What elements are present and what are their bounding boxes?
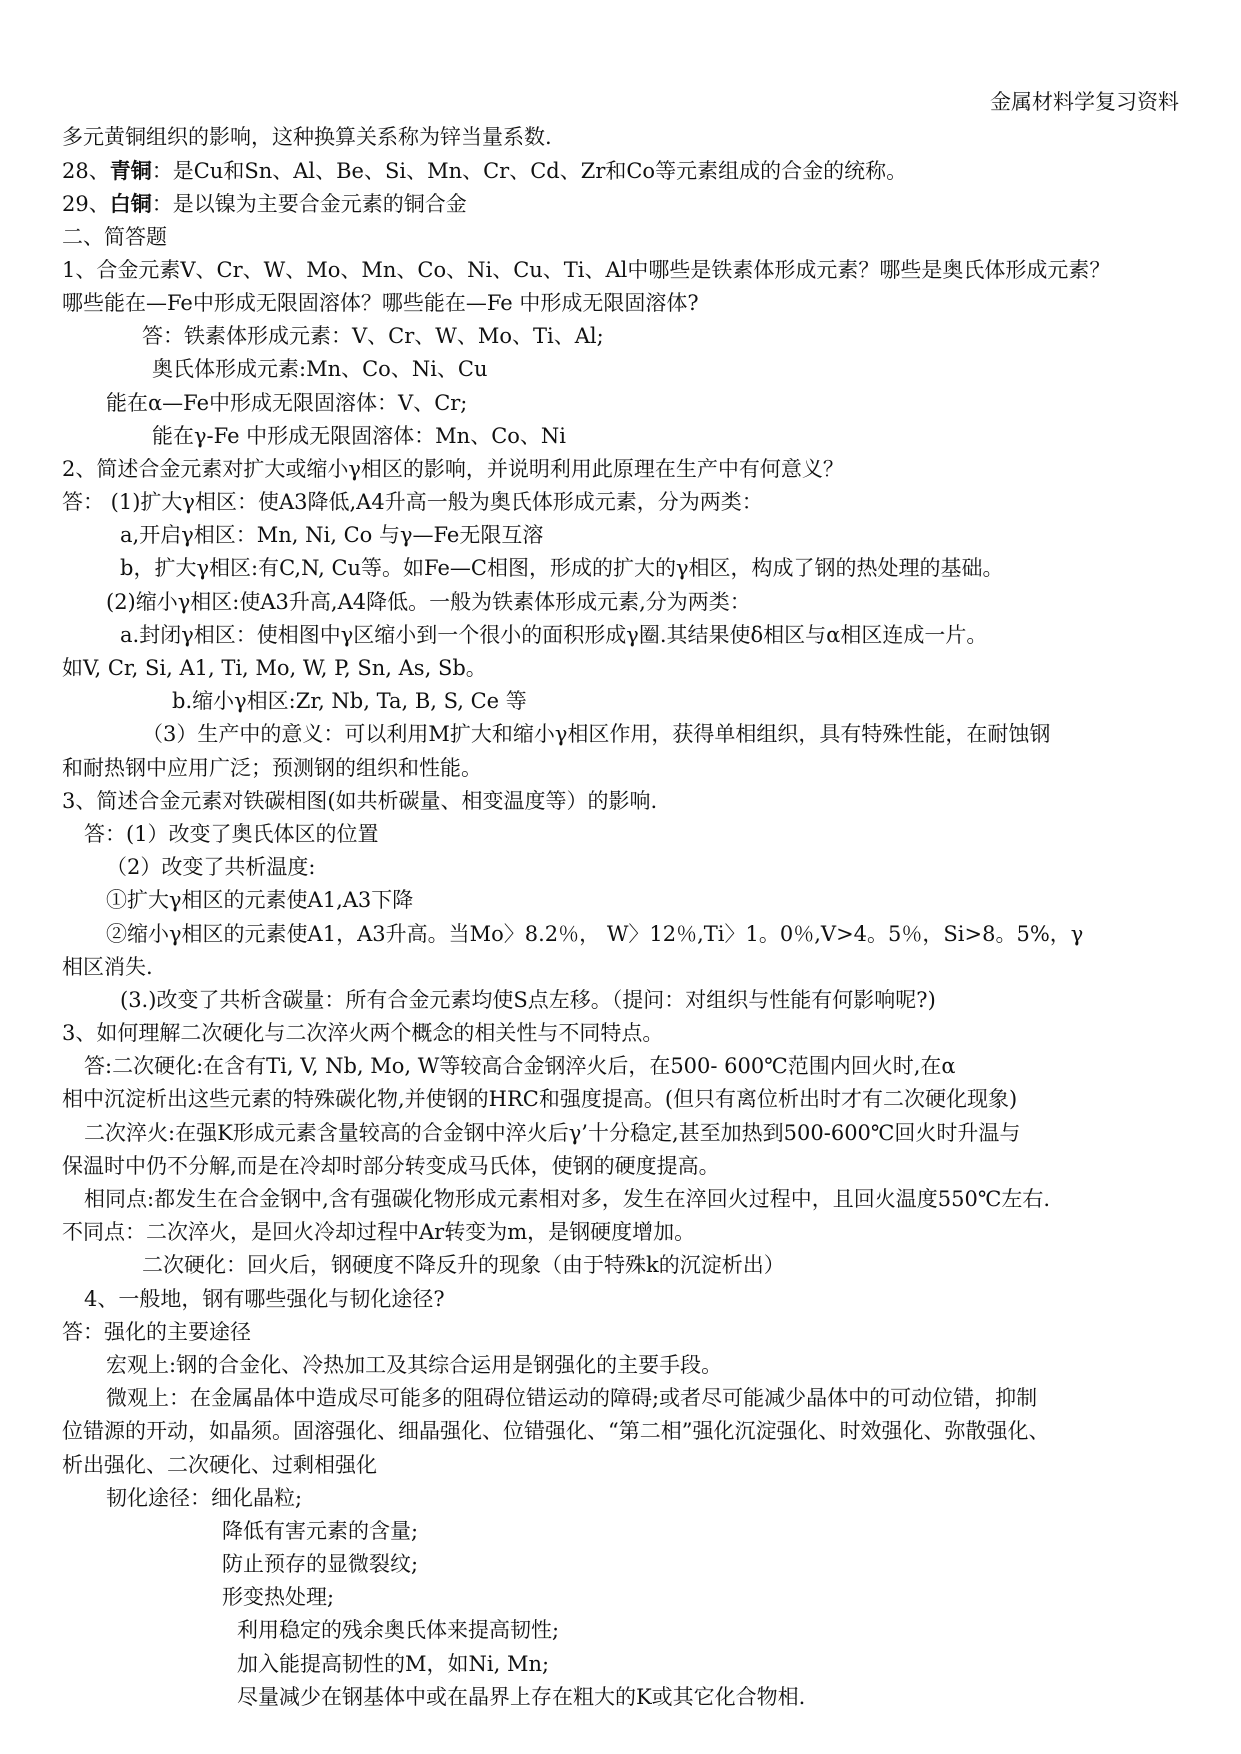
text-line (62, 785, 1192, 818)
line-text: 加入能提高韧性的M，如Ni, Mn; (237, 1651, 550, 1676)
line-text: 相区消失. (62, 954, 153, 979)
text-line (62, 320, 1192, 353)
line-text: 哪些能在—Fe中形成无限固溶体？哪些能在—Fe 中形成无限固溶体? (62, 290, 699, 315)
line-text: 利用稳定的残余奥氏体来提高韧性; (237, 1618, 560, 1643)
term-label: 白铜 (109, 191, 152, 217)
line-text: 答：铁素体形成元素：V、Cr、W、Mo、Ti、Al; (142, 324, 604, 349)
text-line (62, 353, 1192, 386)
line-text: ①扩大γ相区的元素使A1,A3下降 (106, 888, 414, 913)
text-line (62, 1515, 1192, 1548)
line-text: 如V, Cr, Si, A1, Ti, Mo, W, P, Sn, As, Sb。 (62, 656, 487, 680)
text-line (62, 552, 1192, 585)
line-text: 奥氏体形成元素:Mn、Co、Ni、Cu (152, 357, 488, 382)
line-text: 不同点：二次淬火，是回火冷却过程中Ar转变为m，是钢硬度增加。 (62, 1220, 696, 1245)
line-text: （3）生产中的意义：可以利用M扩大和缩小γ相区作用，获得单相组织，具有特殊性能，在耐蚀钢 (142, 722, 1051, 747)
line-text: 答：强化的主要途径 (62, 1319, 251, 1344)
text-line (62, 1316, 1192, 1349)
line-text: a,开启γ相区：Mn, Ni, Co 与γ—Fe无限互溶 (120, 523, 544, 548)
text-line (62, 519, 1192, 552)
line-text: b.缩小γ相区:Zr, Nb, Ta, B, S, Ce 等 (172, 689, 527, 714)
text-line (62, 1449, 1192, 1482)
line-text: 2、简述合金元素对扩大或缩小γ相区的影响，并说明利用此原理在生产中有何意义？ (62, 456, 844, 481)
text-line (62, 1117, 1192, 1150)
text-line (62, 1581, 1192, 1614)
text-line (62, 420, 1192, 453)
line-text: 能在α—Fe中形成无限固溶体：V、Cr; (106, 390, 468, 415)
line-text: 1、合金元素V、Cr、W、Mo、Mn、Co、Ni、Cu、Ti、Al中哪些是铁素体形成元素？哪些是奥氏体形成元素？ (62, 257, 1111, 282)
text-line (62, 1648, 1192, 1681)
term-label: 青铜 (109, 158, 152, 184)
line-text: b，扩大γ相区:有C,N, Cu等。如Fe—C相图，形成的扩大的γ相区，构成了钢的热处理的基础。 (120, 556, 1004, 581)
text-line (62, 1614, 1192, 1647)
text-line (62, 254, 1192, 287)
text-line (62, 1681, 1192, 1714)
line-text: 降低有害元素的含量; (222, 1518, 419, 1543)
text-line (62, 387, 1192, 420)
line-text: 多元黄铜组织的影响，这种换算关系称为锌当量系数. (62, 125, 552, 149)
text-line (62, 818, 1192, 851)
text-line (62, 1349, 1192, 1382)
text-line (62, 154, 1192, 187)
text-line (62, 685, 1192, 718)
line-text: 韧化途径：细化晶粒; (106, 1485, 303, 1510)
line-text: （2）改变了共析温度: (106, 855, 316, 880)
line-text: 微观上：在金属晶体中造成尽可能多的阻碍位错运动的障碍;或者尽可能减少晶体中的可动位错，抑制 (106, 1386, 1038, 1411)
text-line (62, 187, 1192, 220)
term-definition: ：是以镍为主要合金元素的铜合金 (151, 192, 467, 217)
line-text: a.封闭γ相区：使相图中γ区缩小到一个很小的面积形成γ圈.其结果使δ相区与α相区连成一片。 (120, 622, 988, 647)
line-text: 二次淬火:在强K形成元素含量较高的合金钢中淬火后γ’十分稳定,甚至加热到500-600℃回火时升温与 (84, 1120, 1021, 1145)
text-line (62, 453, 1192, 486)
text-line (62, 851, 1192, 884)
line-text: 防止预存的显微裂纹; (222, 1552, 419, 1577)
term-definition: ：是Cu和Sn、Al、Be、Si、Mn、Cr、Cd、Zr和Co等元素组成的合金的统称。 (151, 159, 908, 184)
line-text: 4、一般地，钢有哪些强化与韧化途径? (84, 1286, 445, 1311)
line-text: 28、 (62, 159, 110, 184)
line-text: 答:二次硬化:在含有Ti, V, Nb, Mo, W等较高合金钢淬火后，在500- 600℃范围内回火时,在α (84, 1054, 956, 1079)
line-text: (2)缩小γ相区:使A3升高,A4降低。一般为铁素体形成元素,分为两类： (106, 589, 751, 614)
line-text: ②缩小γ相区的元素使A1，A3升高。当Mo〉8.2％， W〉12％,Ti〉1。0％,V>4。5％，Si>8。5%，γ (106, 921, 1084, 946)
line-text: 答： (1)扩大γ相区：使A3降低,A4升高一般为奥氏体形成元素，分为两类： (62, 490, 763, 515)
text-line (62, 586, 1192, 619)
line-text: 二次硬化：回火后，钢硬度不降反升的现象（由于特殊k的沉淀析出） (142, 1253, 785, 1278)
text-line (62, 1382, 1192, 1415)
line-text: 保温时中仍不分解,而是在冷却时部分转变成马氏体，使钢的硬度提高。 (62, 1153, 720, 1178)
line-text: 相中沉淀析出这些元素的特殊碳化物,并使钢的HRC和强度提高。(但只有离位析出时才有二次硬化现象) (62, 1087, 1018, 1112)
text-line (62, 884, 1192, 917)
line-text: (3.)改变了共析含碳量：所有合金元素均使S点左移。（提问：对组织与性能有何影响呢?) (120, 987, 936, 1012)
line-text: 29、 (62, 192, 110, 217)
text-line (62, 1249, 1192, 1282)
text-line (62, 1050, 1192, 1083)
text-line (62, 752, 1192, 785)
line-text: 和耐热钢中应用广泛；预测钢的组织和性能。 (62, 755, 482, 780)
text-line (62, 1183, 1192, 1216)
document-body (62, 121, 1192, 1714)
line-text: 位错源的开动，如晶须。固溶强化、细晶强化、位错强化、“第二相”强化沉淀强化、时效强化、弥散强化、 (62, 1419, 1050, 1444)
text-line (62, 652, 1192, 685)
line-text: 二、简答题 (62, 224, 167, 249)
line-text: 答：(1）改变了奥氏体区的位置 (84, 821, 379, 846)
text-line (62, 1482, 1192, 1515)
text-line (62, 121, 1192, 154)
text-line (62, 619, 1192, 652)
text-line (62, 1083, 1192, 1116)
text-line (62, 918, 1192, 951)
text-line (62, 984, 1192, 1017)
text-line (62, 1283, 1192, 1316)
line-text: 形变热处理; (222, 1585, 335, 1610)
text-line (62, 1216, 1192, 1249)
line-text: 宏观上:钢的合金化、冷热加工及其综合运用是钢强化的主要手段。 (106, 1352, 723, 1377)
text-line (62, 1017, 1192, 1050)
line-text: 3、如何理解二次硬化与二次淬火两个概念的相关性与不同特点。 (62, 1021, 664, 1046)
line-text: 析出强化、二次硬化、过剩相强化 (62, 1452, 377, 1477)
text-line (62, 951, 1192, 984)
line-text: 能在γ-Fe 中形成无限固溶体：Mn、Co、Ni (152, 423, 567, 448)
page-header-title: 金属材料学复习资料 (990, 90, 1179, 114)
text-line (62, 287, 1192, 320)
line-text: 尽量减少在钢基体中或在晶界上存在粗大的K或其它化合物相. (237, 1684, 806, 1709)
text-line (62, 718, 1192, 751)
line-text: 3、简述合金元素对铁碳相图(如共析碳量、相变温度等）的影响. (62, 788, 658, 813)
text-line (62, 1548, 1192, 1581)
text-line (62, 486, 1192, 519)
text-line (62, 1150, 1192, 1183)
text-line (62, 221, 1192, 254)
text-line (62, 1415, 1192, 1448)
line-text: 相同点:都发生在合金钢中,含有强碳化物形成元素相对多，发生在淬回火过程中，且回火温度550℃左右. (84, 1187, 1050, 1211)
